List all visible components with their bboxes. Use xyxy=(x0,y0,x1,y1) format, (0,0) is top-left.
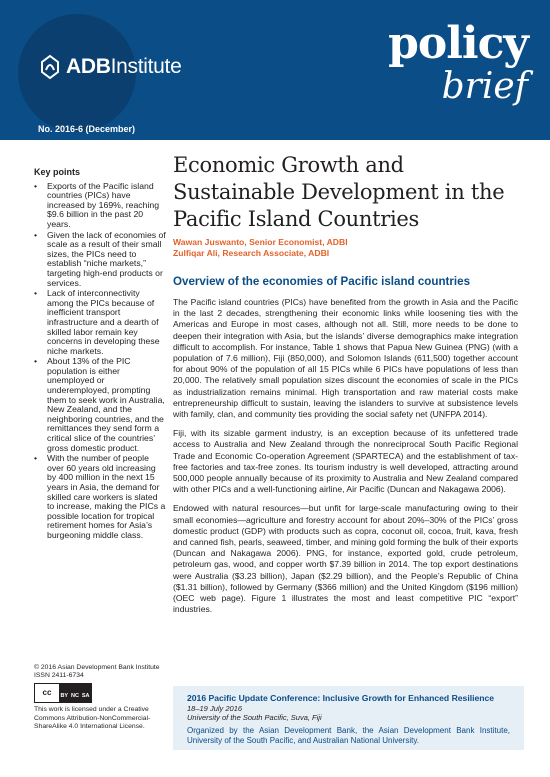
conference-venue: University of the South Pacific, Suva, Fiji xyxy=(187,713,322,722)
license-text: This work is licensed under a Creative Commons Attribution-NonCommercial-ShareAlike 4.0 International License. xyxy=(34,706,151,730)
cc-sa: SA xyxy=(81,693,90,700)
key-point: • Lack of interconnectivity among the PICs because of inefficient transport infrastructure and a dearth of skilled labor remain key concerns in developing these niche markets. xyxy=(34,289,166,356)
brief-wordmark: brief xyxy=(441,66,528,107)
conference-date: 18–19 July 2016 xyxy=(187,704,243,713)
key-points-list xyxy=(34,182,166,541)
main-content xyxy=(173,152,518,615)
issue-number: No. 2016-6 (December) xyxy=(38,124,136,134)
conference-title: 2016 Pacific Update Conference: Inclusive Growth for Enhanced Resilience xyxy=(187,693,495,703)
cc-terms xyxy=(59,684,91,702)
policy-wordmark: policy xyxy=(388,18,528,69)
cc-nc: NC xyxy=(71,693,79,700)
key-point: • Given the lack of economies of scale as a result of their small sizes, the PICs need to establish “niche markets,” targeting high-end products or services. xyxy=(34,231,166,289)
key-point: • About 13% of the PIC population is either unemployed or underemployed, prompting them to seek work in Australia, New Zealand, and the neighboring countries, and the remittances they send form a critical slice of the countries’ gross domestic product. xyxy=(34,357,166,453)
logo-rest: Institute xyxy=(110,55,182,78)
adb-logo-icon xyxy=(38,54,62,80)
cc-icon: cc xyxy=(35,684,59,702)
conference-organizers: Organized by the Asian Development Bank, the Asian Development Bank Institute, University of the South Pacific, and Australian National University. xyxy=(187,726,510,745)
issn-text: ISSN 2411-6734 xyxy=(34,672,84,680)
copyright-text: © 2016 Asian Development Bank Institute xyxy=(34,664,160,671)
body-paragraph: The Pacific island countries (PICs) have benefited from the growth in Asia and the Pacific in the last 2 decades, strengthening their economic links while loosening ties with the Americas and Europe in most cases, although not all. Still, more needs to be done to deepen their integration with Asia, but the islands’ diverse demographics make integration difficult to accomplish. For instance, Table 1 shows that Papua New Guinea (PNG) (with a population of 7.6 million), Fiji (850,000), and Solomon Islands (611,500) together account for about 90% of the population of all 15 PICs while 6 PICs have populations of less than 20,000. The relatively small population sizes discount the economies of scale in the PICs as industrialization remains minimal. High transportation and raw material costs make entrepreneurship difficult to sustain, leaving the islanders to survive at subsistence levels with family, clan, and community ties providing the social safety net (UNFPA 2014). xyxy=(173,297,518,420)
key-point: • Exports of the Pacific island countries (PICs) have increased by 169%, reaching $9.6 billion in the past 20 years. xyxy=(34,182,166,230)
section-heading: Overview of the economies of Pacific island countries xyxy=(173,275,471,288)
conference-box xyxy=(173,686,524,750)
author-line: Wawan Juswanto, Senior Economist, ADBI xyxy=(173,237,348,247)
creative-commons-badge xyxy=(34,683,92,703)
author-line: Zulfiqar Ali, Research Associate, ADBI xyxy=(173,248,330,258)
page-title: Economic Growth and Sustainable Development in the Pacific Island Countries xyxy=(173,153,505,231)
logo-bold: ADB xyxy=(66,55,111,78)
adbi-logo xyxy=(38,54,181,80)
body-paragraph: Fiji, with its sizable garment industry, is an exception because of its unfettered trade access to Australia and New Zealand through the nonreciprocal South Pacific Regional Trade and Economic Co-operation Agreement (SPARTECA) and the establishment of tax-free factories and tax-free zones. Its tourism industry is well developed, attracting around 500,000 people annually because of its proximity to Australia and New Zealand compared with other PICs and a well-functioning airline, Air Pacific (Duncan and Nakagawa 2006). xyxy=(173,428,518,495)
body-paragraph: Endowed with natural resources—but unfit for large-scale manufacturing owing to their small economies—agriculture and forestry account for about 20%–30% of the PICs’ gross domestic product (GDP) with products such as copra, coconut oil, cocoa, fruit, kava, fresh and canned fish, pearls, seaweed, timber, and mining gold forming the bulk of their exports (Duncan and Nakagawa 2006). PNG, for instance, exported gold, crude petroleum, petroleum gas, wood, and copper worth $7.39 billion in 2014. The top export destinations were Australia ($3.23 billion), Japan ($2.29 billion), and the People’s Republic of China ($1.31 billion), followed by Germany ($366 million) and the United Kingdom ($196 million) (OEC web page). Figure 1 illustrates the most and least competitive PIC “export” industries. xyxy=(173,503,518,615)
author-list xyxy=(173,237,518,259)
header-banner xyxy=(0,0,550,140)
key-points-title: Key points xyxy=(34,167,81,177)
cc-by: BY xyxy=(60,693,69,700)
copyright-block xyxy=(34,664,164,731)
key-point: • With the number of people over 60 years old increasing by 400 million in the next 15 years in Asia, the demand for skilled care workers is slated to increase, making the PICs a possible location for tropical retirement homes for Asia’s burgeoning middle class. xyxy=(34,454,166,540)
logo-text xyxy=(66,55,181,79)
key-points-sidebar xyxy=(34,168,166,542)
